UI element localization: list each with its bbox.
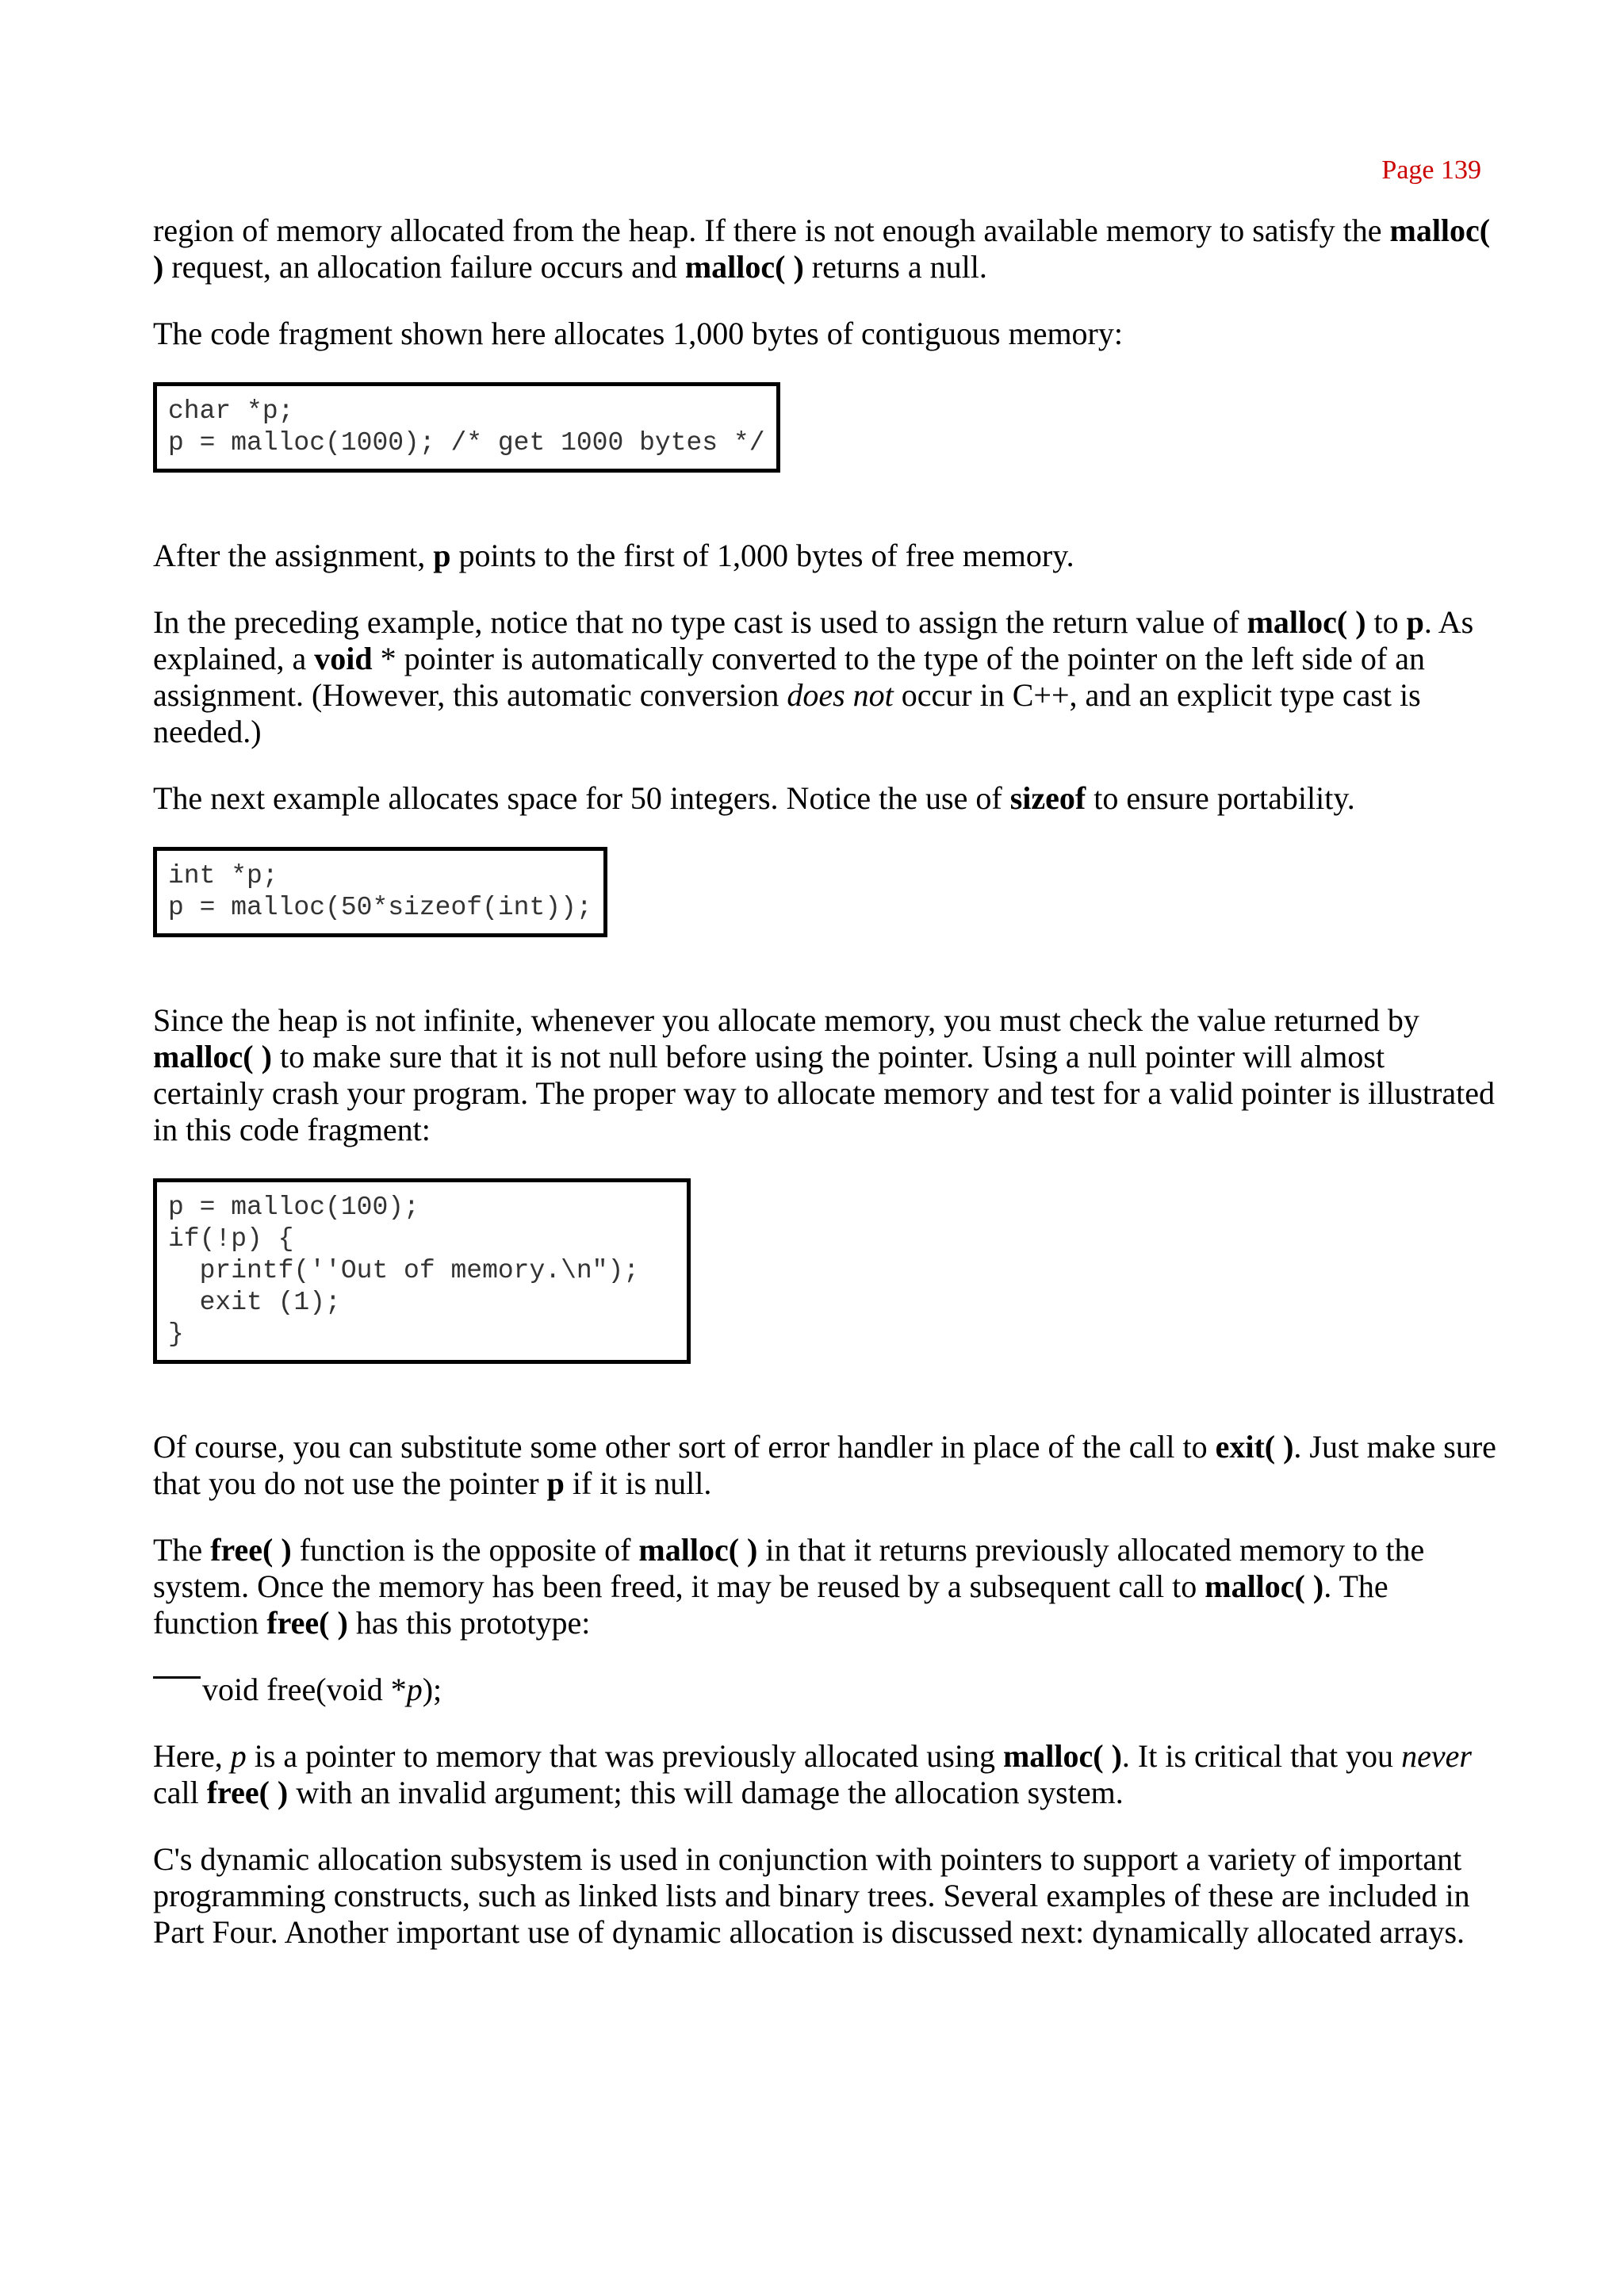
code-block-malloc-1000: char *p; p = malloc(1000); /* get 1000 bytes */: [153, 382, 780, 473]
paragraph-dynamic-allocation-summary: C's dynamic allocation subsystem is used in conjunction with pointers to support a variety of important programming constructs, such as linked lists and binary trees. Several examples of these are included in Part Four. Another important use of dynamic allocation is discussed next: dynamically allocated arrays.: [153, 1841, 1470, 1950]
paragraph-free-function: The free( ) function is the opposite of malloc( ) in that it returns previously allocated memory to the system. Once the memory has been freed, it may be reused by a subsequent call to malloc( ). The function free( ) has this prototype:: [153, 1532, 1425, 1641]
paragraph-code-intro: The code fragment shown here allocates 1,000 bytes of contiguous memory:: [153, 316, 1123, 351]
paragraph-fifty-integers: The next example allocates space for 50 integers. Notice the use of sizeof to ensure portability.: [153, 780, 1355, 816]
code-block-null-check: p = malloc(100); if(!p) { printf(''Out of memory.\n"); exit (1); }: [153, 1178, 691, 1364]
paragraph-check-null: Since the heap is not infinite, whenever you allocate memory, you must check the value returned by malloc( ) to make sure that it is not null before using the pointer. Using a null pointer will almost certainly crash your program. The proper way to allocate memory and test for a valid pointer is illustrated in this code fragment:: [153, 1002, 1496, 1147]
paragraph-after-assignment: After the assignment, p points to the first of 1,000 bytes of free memory.: [153, 538, 1074, 573]
free-prototype: void free(void *p);: [153, 1672, 1501, 1708]
page-number: Page 139: [1381, 155, 1481, 185]
paragraph-type-cast: In the preceding example, notice that no type cast is used to assign the return value of malloc( ) to p. As explained, a void * pointer is automatically converted to the type of the pointer on the left side of an assignment. (However, this automatic conversion does not occur in C++, and an explicit type cast is needed.): [153, 604, 1474, 749]
paragraph-error-handler: Of course, you can substitute some other sort of error handler in place of the call to exit( ). Just make sure that you do not use the pointer p if it is null.: [153, 1429, 1496, 1501]
code-block-malloc-sizeof: int *p; p = malloc(50*sizeof(int));: [153, 847, 607, 937]
prototype-rule: [153, 1676, 201, 1679]
page-body: [153, 213, 1501, 1981]
paragraph-free-warning: Here, p is a pointer to memory that was previously allocated using malloc( ). It is critical that you never call free( ) with an invalid argument; this will damage the allocation system.: [153, 1738, 1472, 1810]
paragraph-heap-intro: region of memory allocated from the heap. If there is not enough available memory to satisfy the malloc( ) request, an allocation failure occurs and malloc( ) returns a null.: [153, 213, 1491, 285]
